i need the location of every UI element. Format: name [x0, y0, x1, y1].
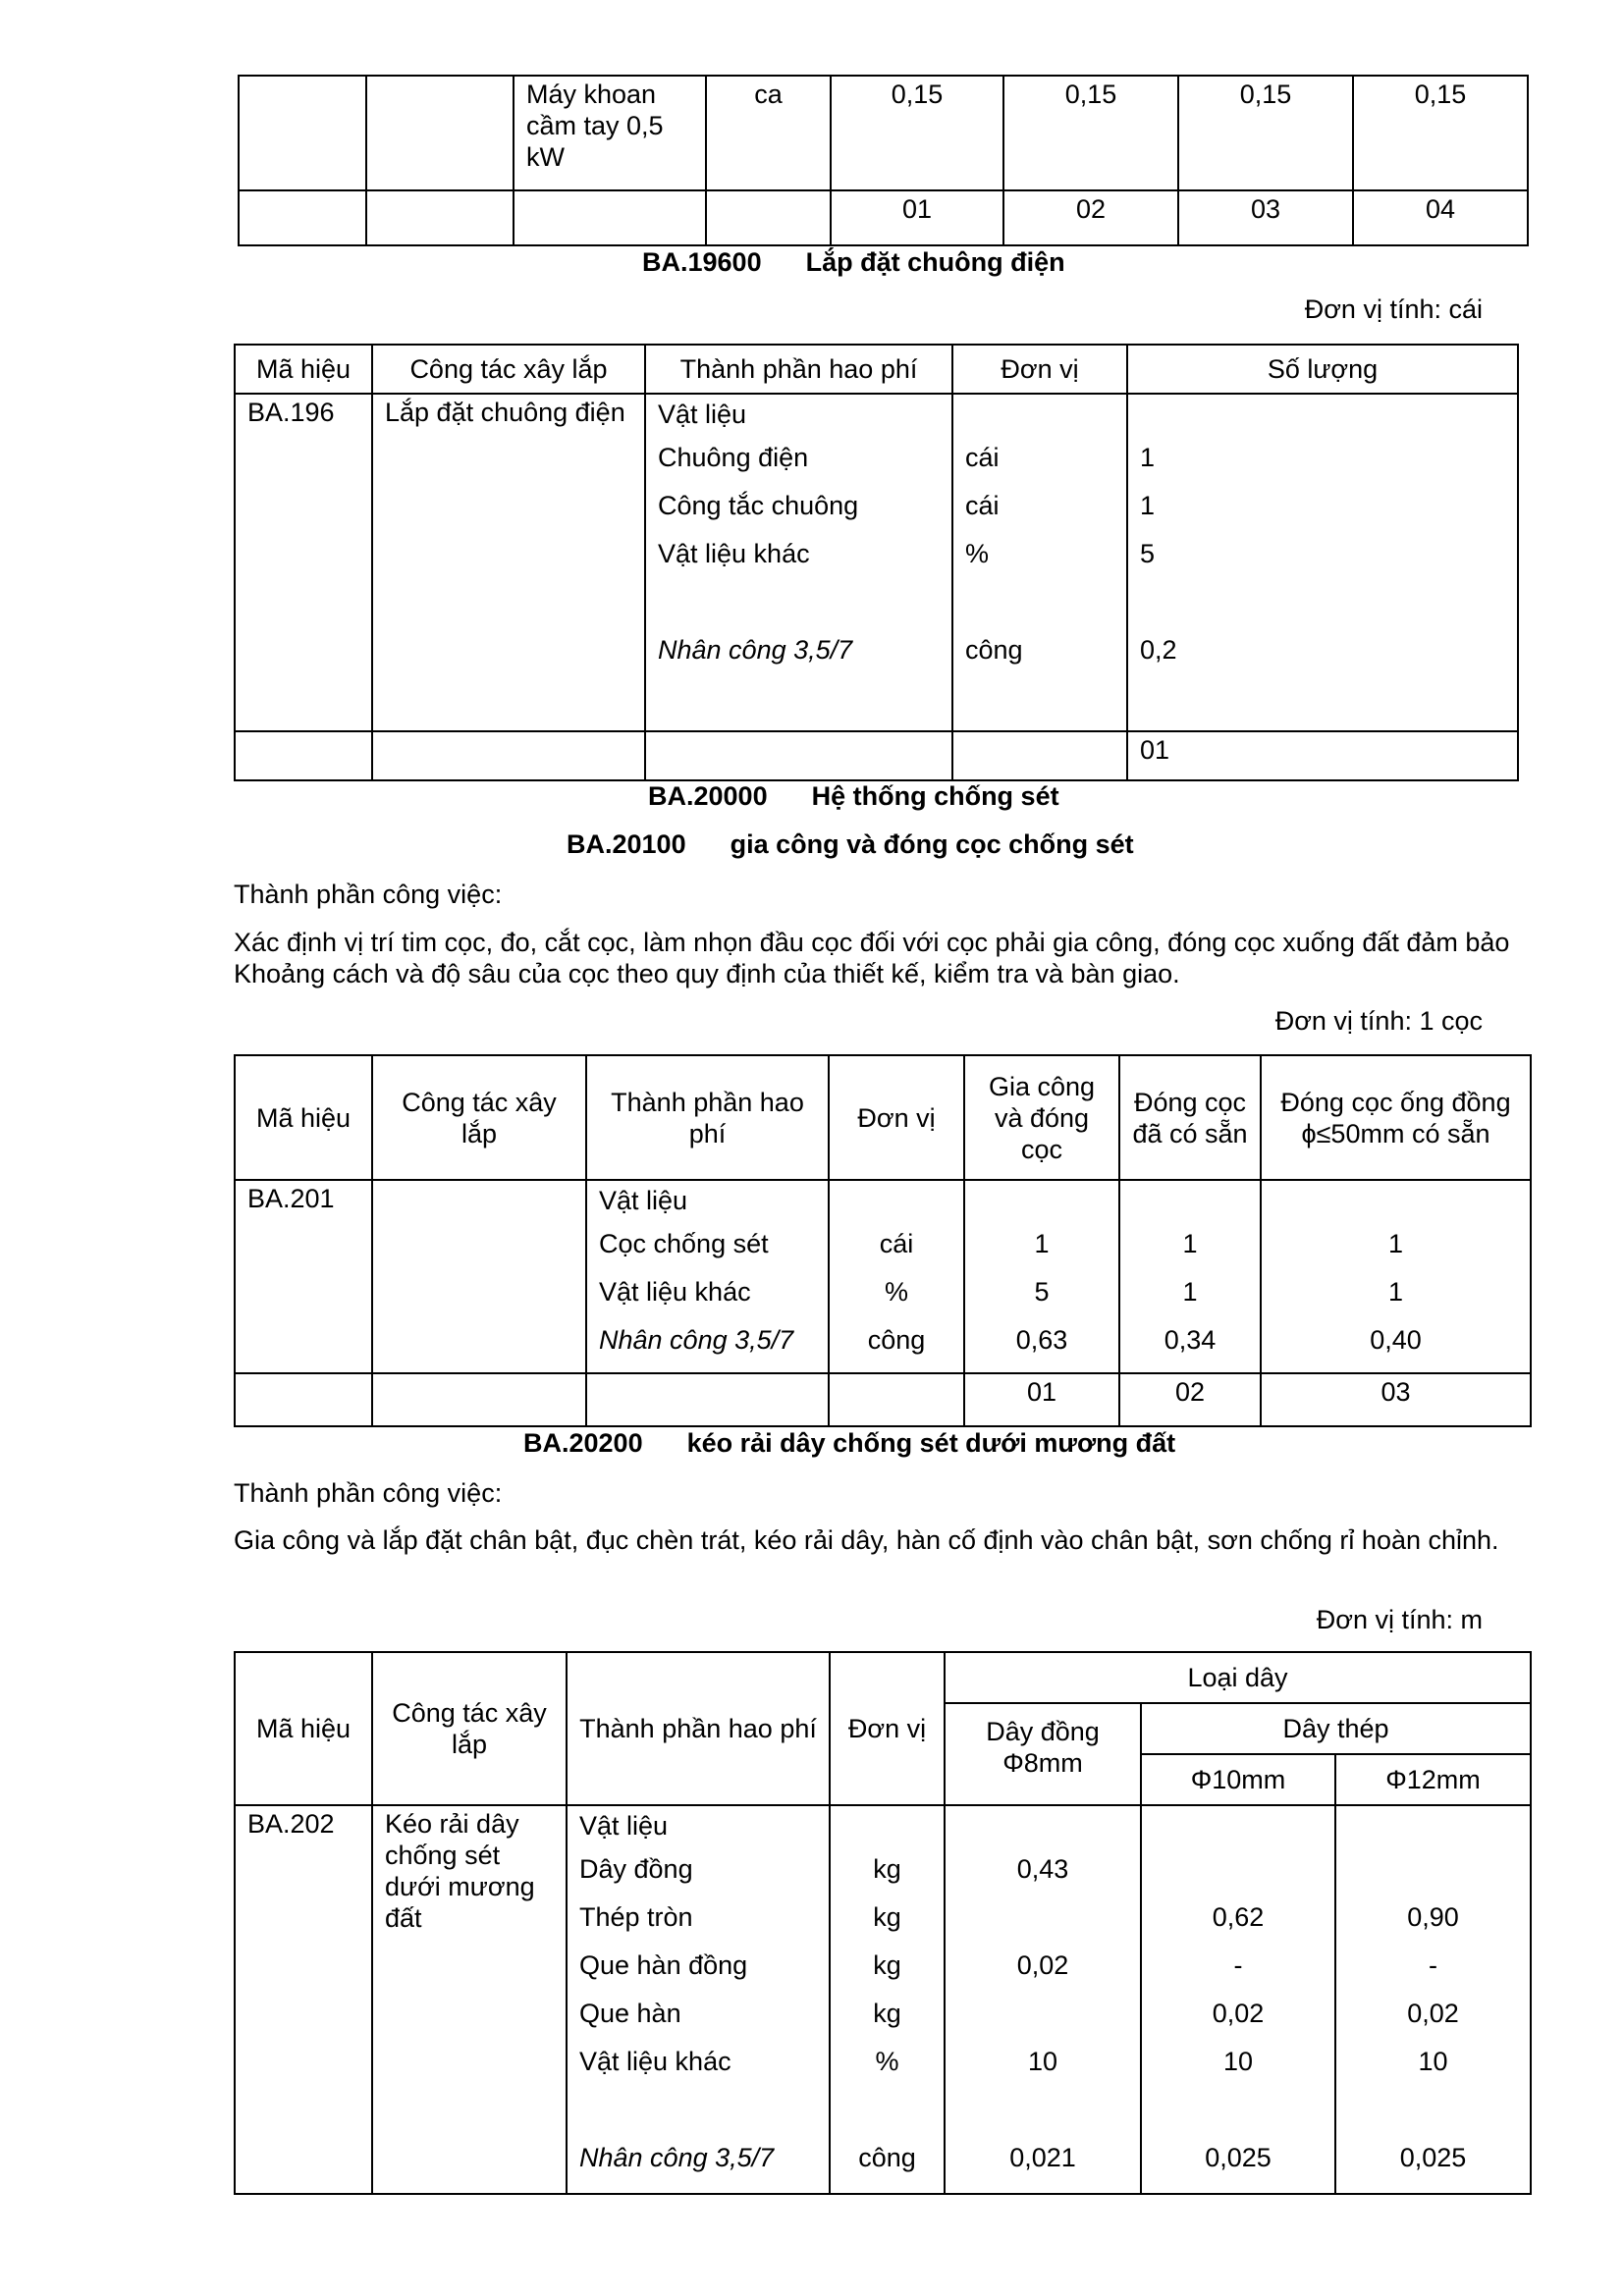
table-header-row — [235, 345, 1518, 394]
col-header: Mã hiệu — [235, 1652, 372, 1805]
qty-cell: 1 1 5 0,2 — [1127, 394, 1518, 731]
col-header: Số lượng — [1127, 345, 1518, 394]
code-cell: 03 — [1261, 1373, 1531, 1426]
col-header: Đơn vị — [952, 345, 1127, 394]
col-header: Công tác xây lắp — [372, 1055, 586, 1180]
unit-cell: ca — [706, 76, 831, 190]
col-header: Đơn vị — [829, 1055, 964, 1180]
col-header: Đóng cọc đã có sẵn — [1119, 1055, 1261, 1180]
table-row — [235, 1180, 1531, 1373]
code-row — [235, 731, 1518, 780]
work-description: Gia công và lắp đặt chân bật, đục chèn trát, kéo rải dây, hàn cố định vào chân bật, sơn chống rỉ hoàn chỉnh. — [234, 1525, 1499, 1555]
table-header-row — [235, 1652, 1531, 1703]
section-caption: BA.20100 gia công và đóng cọc chống sét — [567, 829, 1134, 859]
items-cell: Vật liệu Chuông điện Công tắc chuông Vật liệu khác Nhân công 3,5/7 — [645, 394, 952, 731]
col-header: Loại dây — [945, 1652, 1531, 1703]
values-cell: 1 1 0,40 — [1261, 1180, 1531, 1373]
table-header-row — [235, 1055, 1531, 1180]
table-row — [235, 394, 1518, 731]
units-cell: cái % công — [829, 1180, 964, 1373]
code-cell: 01 — [831, 190, 1003, 245]
col-header: Dây thép — [1141, 1703, 1531, 1754]
values-cell: 1 5 0,63 — [964, 1180, 1119, 1373]
col-header: Φ12mm — [1335, 1754, 1531, 1805]
col-header: Thành phần hao phí — [645, 345, 952, 394]
table-row — [239, 76, 1528, 190]
work-description: Xác định vị trí tim cọc, đo, cắt cọc, làm nhọn đầu cọc đối với cọc phải gia công, đóng cọc xuống đất đảm bảo Khoảng cách và độ sâu của cọc theo quy định của thiết kế, kiểm tra và bàn giao. — [234, 928, 1510, 988]
values-cell: 0,43 0,02 10 0,021 — [945, 1805, 1141, 2194]
items-cell: Vật liệu Dây đồng Thép tròn Que hàn đồng Que hàn Vật liệu khác Nhân công 3,5/7 — [567, 1805, 830, 2194]
unit-note: Đơn vị tính: 1 cọc — [1274, 1006, 1483, 1036]
code-cell: BA.202 — [235, 1805, 372, 2194]
section-caption: BA.20000 Hệ thống chống sét — [648, 781, 1059, 811]
norm-table-ba202 — [234, 1651, 1532, 2195]
values-cell: 0,62 - 0,02 10 0,025 — [1141, 1805, 1335, 2194]
unit-note: Đơn vị tính: m — [1316, 1605, 1483, 1634]
work-label: Thành phần công việc: — [234, 1478, 503, 1508]
code-cell: BA.201 — [235, 1180, 372, 1373]
code-cell: 01 — [964, 1373, 1119, 1426]
norm-table-ba201 — [234, 1054, 1532, 1427]
work-cell: Lắp đặt chuông điện — [372, 394, 645, 731]
col-header: Φ10mm — [1141, 1754, 1335, 1805]
value-cell: 0,15 — [1178, 76, 1353, 190]
col-header: Thành phần hao phí — [567, 1652, 830, 1805]
item-cell: Máy khoan cầm tay 0,5 kW — [514, 76, 706, 190]
col-header: Đóng cọc ống đồng ϕ≤50mm có sẵn — [1261, 1055, 1531, 1180]
code-row — [235, 1373, 1531, 1426]
col-header: Công tác xây lắp — [372, 1652, 567, 1805]
values-cell: 1 1 0,34 — [1119, 1180, 1261, 1373]
value-cell: 0,15 — [831, 76, 1003, 190]
work-label: Thành phần công việc: — [234, 880, 503, 909]
table-row — [235, 1805, 1531, 2194]
units-cell: cái cái % công — [952, 394, 1127, 731]
items-cell: Vật liệu Cọc chống sét Vật liệu khác Nhân công 3,5/7 — [586, 1180, 829, 1373]
col-header: Đơn vị — [830, 1652, 945, 1805]
col-header: Mã hiệu — [235, 345, 372, 394]
section-caption: BA.20200 kéo rải dây chống sét dưới mương đất — [523, 1428, 1176, 1458]
code-cell: 02 — [1119, 1373, 1261, 1426]
section-caption: BA.19600 Lắp đặt chuông điện — [642, 247, 1065, 277]
norm-table-ba196 — [234, 344, 1519, 781]
col-header: Công tác xây lắp — [372, 345, 645, 394]
value-cell: 0,15 — [1353, 76, 1528, 190]
col-header: Dây đồng Φ8mm — [945, 1703, 1141, 1805]
code-cell: 04 — [1353, 190, 1528, 245]
code-cell: 02 — [1003, 190, 1178, 245]
units-cell: kg kg kg kg % công — [830, 1805, 945, 2194]
code-cell: BA.196 — [235, 394, 372, 731]
col-header: Gia công và đóng cọc — [964, 1055, 1119, 1180]
col-header: Mã hiệu — [235, 1055, 372, 1180]
value-cell: 0,15 — [1003, 76, 1178, 190]
work-cell: Kéo rải dây chống sét dưới mương đất — [372, 1805, 567, 2194]
unit-note: Đơn vị tính: cái — [1304, 294, 1483, 324]
values-cell: 0,90 - 0,02 10 0,025 — [1335, 1805, 1531, 2194]
table-continued — [238, 75, 1529, 246]
code-cell: 03 — [1178, 190, 1353, 245]
code-row — [239, 190, 1528, 245]
code-cell: 01 — [1127, 731, 1518, 780]
col-header: Thành phần hao phí — [586, 1055, 829, 1180]
